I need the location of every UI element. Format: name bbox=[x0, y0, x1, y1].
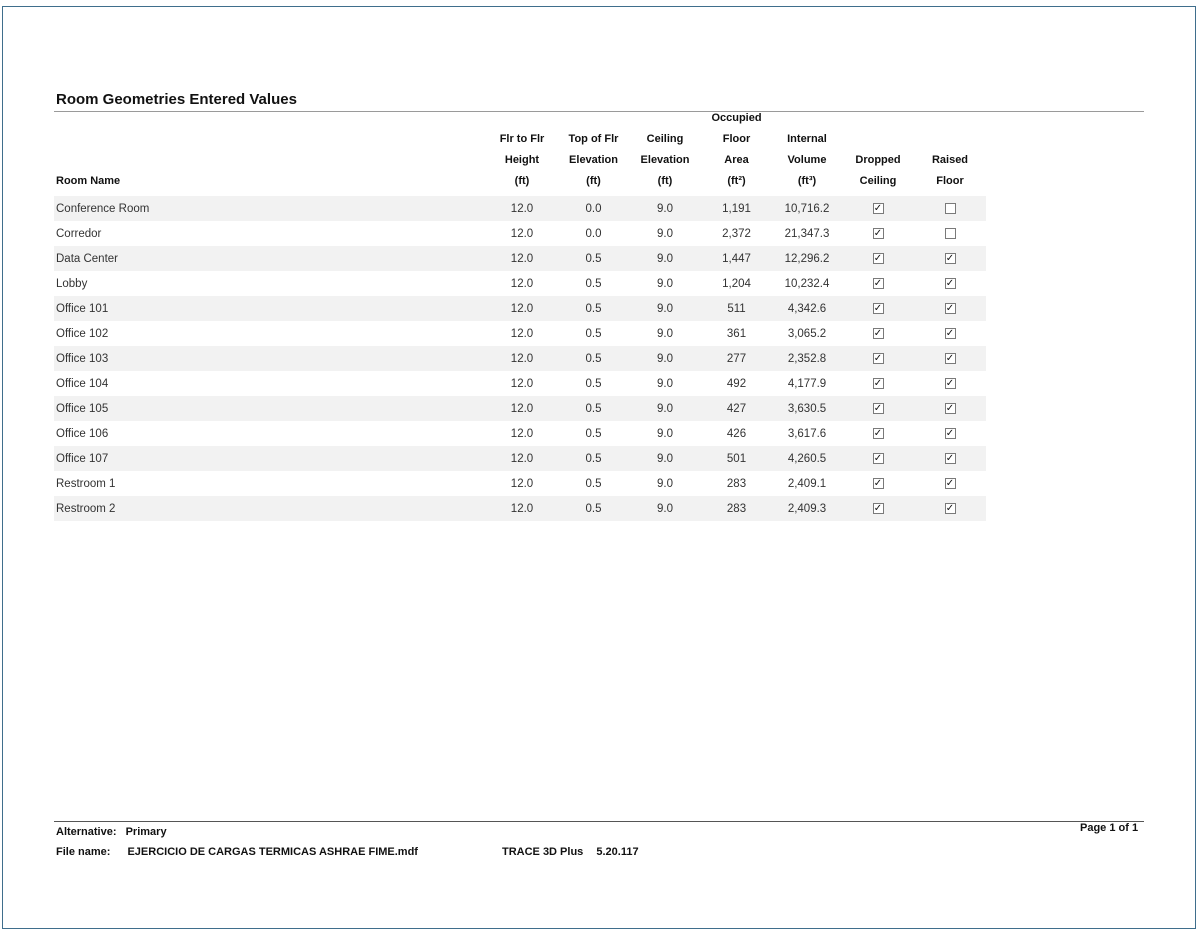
room-name-cell: Restroom 2 bbox=[54, 496, 486, 521]
area-cell: 1,191 bbox=[701, 196, 772, 221]
dropped-ceiling-checkbox[interactable]: ✓ bbox=[873, 252, 883, 264]
area-cell: 283 bbox=[726, 477, 747, 490]
header-room-name: Room Name bbox=[56, 175, 121, 187]
raised-floor-checkbox[interactable]: ✓ bbox=[945, 302, 955, 314]
raised-floor-checkbox[interactable]: ✓ bbox=[945, 377, 955, 389]
alternative-value: Primary bbox=[125, 826, 167, 838]
dropped-cell bbox=[842, 221, 914, 246]
volume-cell: 4,260.5 bbox=[772, 446, 842, 471]
dropped-cell bbox=[842, 196, 914, 221]
dropped-cell bbox=[842, 296, 914, 321]
page-number: Page 1 of 1 bbox=[1080, 822, 1139, 834]
volume-cell: 2,409.3 bbox=[772, 496, 842, 521]
ceiling-cell: 9.0 bbox=[629, 196, 701, 221]
room-name-cell: Office 103 bbox=[54, 346, 486, 371]
top-cell: 0.0 bbox=[558, 196, 629, 221]
ceiling-cell: 9.0 bbox=[629, 396, 701, 421]
room-name-cell: Office 101 bbox=[54, 296, 486, 321]
ceiling-cell: 9.0 bbox=[629, 246, 701, 271]
header-ceiling-elevation: Ceiling Elevation (ft) bbox=[640, 133, 690, 187]
volume-cell: 4,342.6 bbox=[772, 296, 842, 321]
raised-floor-checkbox[interactable] bbox=[945, 203, 956, 214]
top-cell: 0.5 bbox=[585, 427, 602, 440]
dropped-ceiling-checkbox[interactable]: ✓ bbox=[873, 352, 883, 364]
raised-cell bbox=[914, 471, 986, 496]
table-row bbox=[54, 246, 986, 271]
header-raised-floor: Raised Floor bbox=[931, 154, 969, 187]
area-cell: 501 bbox=[701, 446, 772, 471]
area-cell: 427 bbox=[701, 396, 772, 421]
room-name-cell: Office 102 bbox=[56, 327, 109, 340]
volume-cell: 12,296.2 bbox=[772, 246, 842, 271]
raised-cell bbox=[914, 246, 986, 271]
raised-cell bbox=[914, 296, 986, 321]
header-dropped-ceiling: Dropped Ceiling bbox=[855, 154, 901, 187]
raised-cell bbox=[914, 346, 986, 371]
table-row bbox=[54, 496, 986, 521]
table-row bbox=[54, 221, 986, 246]
room-name-cell: Office 105 bbox=[54, 396, 486, 421]
raised-cell bbox=[914, 196, 986, 221]
dropped-cell bbox=[842, 471, 914, 496]
area-cell: 283 bbox=[701, 496, 772, 521]
top-cell: 0.5 bbox=[585, 377, 602, 390]
room-name-cell: Conference Room bbox=[54, 196, 486, 221]
height-cell: 12.0 bbox=[510, 227, 534, 240]
raised-floor-checkbox[interactable] bbox=[945, 228, 956, 239]
volume-cell: 2,352.8 bbox=[772, 346, 842, 371]
volume-cell: 4,177.9 bbox=[787, 377, 827, 390]
alternative-label: Alternative: bbox=[56, 826, 117, 838]
height-cell: 12.0 bbox=[510, 327, 534, 340]
ceiling-cell: 9.0 bbox=[629, 446, 701, 471]
table-row bbox=[54, 346, 986, 371]
dropped-cell bbox=[842, 396, 914, 421]
room-name-cell: Office 104 bbox=[56, 377, 109, 390]
raised-cell bbox=[914, 271, 986, 296]
dropped-cell bbox=[842, 371, 914, 396]
raised-floor-checkbox[interactable]: ✓ bbox=[945, 502, 955, 514]
table-body bbox=[54, 196, 986, 521]
ceiling-cell: 9.0 bbox=[629, 496, 701, 521]
raised-cell bbox=[914, 221, 986, 246]
dropped-cell bbox=[842, 496, 914, 521]
header-occupied-floor-area: Occupied Floor Area (ft²) bbox=[711, 112, 762, 187]
ceiling-cell: 9.0 bbox=[657, 377, 673, 390]
product-version: 5.20.117 bbox=[596, 846, 639, 858]
table-row bbox=[54, 446, 986, 471]
raised-cell bbox=[914, 421, 986, 446]
raised-floor-checkbox[interactable]: ✓ bbox=[945, 477, 955, 489]
top-cell: 0.5 bbox=[558, 446, 629, 471]
raised-floor-checkbox[interactable]: ✓ bbox=[945, 402, 955, 414]
alternative-line bbox=[56, 826, 167, 838]
raised-floor-checkbox[interactable]: ✓ bbox=[945, 277, 955, 289]
table-header-row bbox=[54, 108, 986, 196]
area-cell: 1,204 bbox=[722, 277, 751, 290]
table-row bbox=[54, 321, 986, 346]
dropped-ceiling-checkbox[interactable]: ✓ bbox=[873, 302, 883, 314]
header-internal-volume: Internal Volume (ft³) bbox=[787, 133, 827, 187]
room-name-cell: Data Center bbox=[54, 246, 486, 271]
dropped-ceiling-checkbox[interactable]: ✓ bbox=[873, 402, 883, 414]
volume-cell: 10,232.4 bbox=[784, 277, 830, 290]
volume-cell: 3,065.2 bbox=[787, 327, 827, 340]
area-cell: 277 bbox=[701, 346, 772, 371]
ceiling-cell: 9.0 bbox=[629, 296, 701, 321]
room-name-cell: Office 106 bbox=[56, 427, 109, 440]
dropped-cell bbox=[842, 321, 914, 346]
top-cell: 0.5 bbox=[585, 327, 602, 340]
height-cell: 12.0 bbox=[486, 246, 558, 271]
height-cell: 12.0 bbox=[510, 477, 534, 490]
raised-cell bbox=[914, 396, 986, 421]
dropped-cell bbox=[842, 446, 914, 471]
ceiling-cell: 9.0 bbox=[657, 327, 673, 340]
top-cell: 0.5 bbox=[558, 346, 629, 371]
ceiling-cell: 9.0 bbox=[657, 427, 673, 440]
height-cell: 12.0 bbox=[486, 446, 558, 471]
raised-floor-checkbox[interactable]: ✓ bbox=[945, 452, 955, 464]
height-cell: 12.0 bbox=[486, 396, 558, 421]
area-cell: 426 bbox=[726, 427, 747, 440]
top-cell: 0.5 bbox=[585, 477, 602, 490]
raised-cell bbox=[914, 371, 986, 396]
room-name-cell: Restroom 1 bbox=[56, 477, 116, 490]
raised-cell bbox=[914, 446, 986, 471]
dropped-ceiling-checkbox[interactable]: ✓ bbox=[873, 277, 883, 289]
top-cell: 0.0 bbox=[585, 227, 602, 240]
area-cell: 2,372 bbox=[722, 227, 751, 240]
ceiling-cell: 9.0 bbox=[657, 227, 673, 240]
volume-cell: 3,617.6 bbox=[787, 427, 827, 440]
room-name-cell: Corredor bbox=[56, 227, 102, 240]
volume-cell: 21,347.3 bbox=[784, 227, 830, 240]
dropped-ceiling-checkbox[interactable]: ✓ bbox=[873, 227, 883, 239]
table-row bbox=[54, 421, 986, 446]
dropped-ceiling-checkbox[interactable]: ✓ bbox=[873, 202, 883, 214]
file-name-label: File name: bbox=[56, 846, 111, 858]
room-geometries-table bbox=[54, 108, 986, 521]
height-cell: 12.0 bbox=[486, 496, 558, 521]
area-cell: 361 bbox=[726, 327, 747, 340]
dropped-ceiling-checkbox[interactable]: ✓ bbox=[873, 427, 883, 439]
raised-cell bbox=[914, 321, 986, 346]
area-cell: 1,447 bbox=[701, 246, 772, 271]
volume-cell: 2,409.1 bbox=[787, 477, 827, 490]
top-cell: 0.5 bbox=[585, 277, 602, 290]
raised-cell bbox=[914, 496, 986, 521]
top-cell: 0.5 bbox=[558, 396, 629, 421]
table-row bbox=[54, 471, 986, 496]
header-top-of-flr-elevation: Top of Flr Elevation (ft) bbox=[568, 133, 619, 187]
table-row bbox=[54, 296, 986, 321]
ceiling-cell: 9.0 bbox=[629, 346, 701, 371]
header-flr-to-flr-height: Flr to Flr Height (ft) bbox=[499, 133, 545, 187]
file-name-line bbox=[56, 846, 418, 858]
height-cell: 12.0 bbox=[486, 296, 558, 321]
dropped-cell bbox=[842, 346, 914, 371]
top-cell: 0.5 bbox=[558, 296, 629, 321]
raised-floor-checkbox[interactable]: ✓ bbox=[945, 427, 955, 439]
footer-divider bbox=[54, 821, 1144, 822]
top-cell: 0.5 bbox=[558, 246, 629, 271]
table-row bbox=[54, 271, 986, 296]
height-cell: 12.0 bbox=[510, 277, 534, 290]
table-row bbox=[54, 371, 986, 396]
dropped-ceiling-checkbox[interactable]: ✓ bbox=[873, 452, 883, 464]
area-cell: 492 bbox=[726, 377, 747, 390]
height-cell: 12.0 bbox=[510, 427, 534, 440]
height-cell: 12.0 bbox=[486, 196, 558, 221]
volume-cell: 10,716.2 bbox=[772, 196, 842, 221]
top-cell: 0.5 bbox=[558, 496, 629, 521]
dropped-ceiling-checkbox[interactable]: ✓ bbox=[873, 477, 883, 489]
area-cell: 511 bbox=[701, 296, 772, 321]
table-row bbox=[54, 396, 986, 421]
raised-floor-checkbox[interactable]: ✓ bbox=[945, 352, 955, 364]
ceiling-cell: 9.0 bbox=[657, 277, 673, 290]
report-title: Room Geometries Entered Values bbox=[56, 91, 297, 108]
raised-floor-checkbox[interactable]: ✓ bbox=[945, 252, 955, 264]
file-name-value: EJERCICIO DE CARGAS TERMICAS ASHRAE FIME.mdf bbox=[127, 846, 418, 858]
raised-floor-checkbox[interactable]: ✓ bbox=[945, 327, 955, 339]
height-cell: 12.0 bbox=[510, 377, 534, 390]
dropped-cell bbox=[842, 271, 914, 296]
dropped-ceiling-checkbox[interactable]: ✓ bbox=[873, 327, 883, 339]
dropped-cell bbox=[842, 246, 914, 271]
product-name: TRACE 3D Plus bbox=[502, 846, 584, 858]
room-name-cell: Office 107 bbox=[54, 446, 486, 471]
room-name-cell: Lobby bbox=[56, 277, 88, 290]
dropped-ceiling-checkbox[interactable]: ✓ bbox=[873, 502, 883, 514]
ceiling-cell: 9.0 bbox=[657, 477, 673, 490]
height-cell: 12.0 bbox=[486, 346, 558, 371]
product-line bbox=[502, 846, 639, 858]
table-row bbox=[54, 196, 986, 221]
dropped-ceiling-checkbox[interactable]: ✓ bbox=[873, 377, 883, 389]
volume-cell: 3,630.5 bbox=[772, 396, 842, 421]
dropped-cell bbox=[842, 421, 914, 446]
